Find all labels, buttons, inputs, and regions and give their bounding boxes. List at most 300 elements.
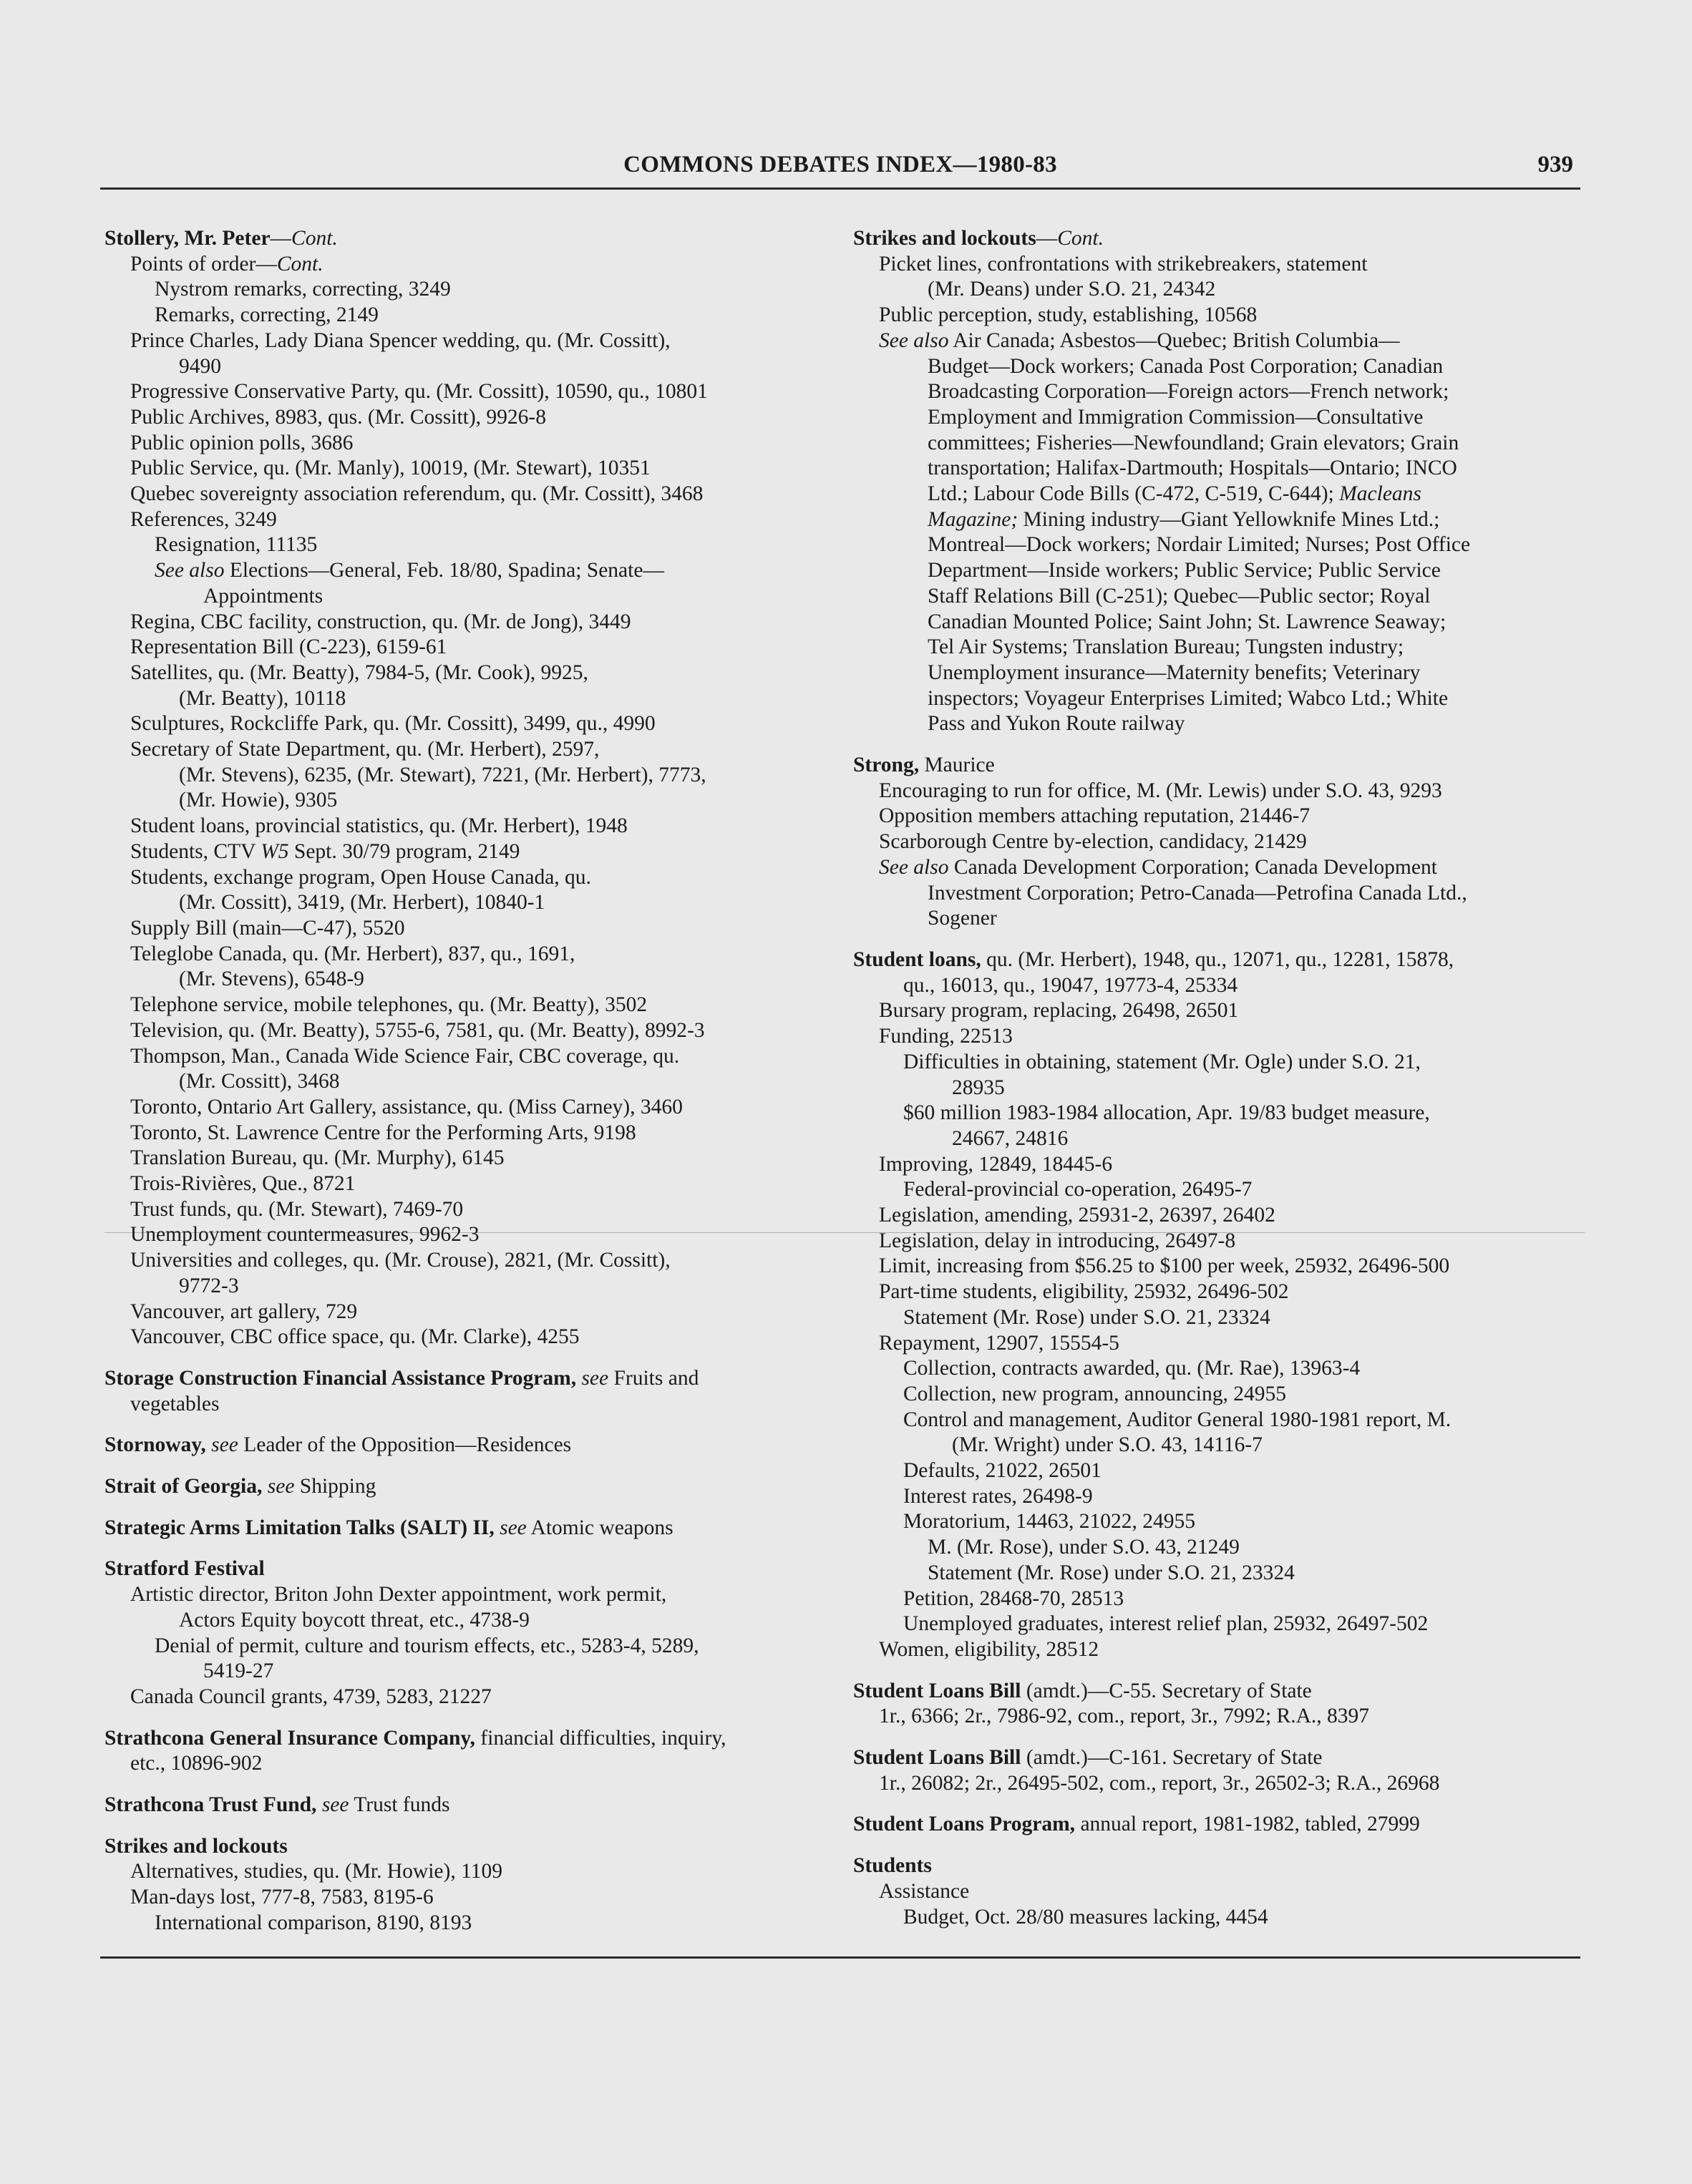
entry-text: (amdt.)—C-55. Secretary of State [1021, 1679, 1312, 1702]
entry-subentry-line [853, 635, 1583, 660]
entry-subentry-line [853, 855, 1583, 881]
entry-text: Legislation, delay in introducing, 26497-8 [879, 1229, 1236, 1252]
entry-text: Shipping [294, 1475, 376, 1498]
entry-text: Universities and colleges, qu. (Mr. Crouse), 2821, (Mr. Cossitt), [130, 1249, 671, 1272]
entry-subentry-line [853, 558, 1583, 584]
entry-subentry-line [853, 1203, 1583, 1229]
entry-subentry-line [104, 532, 827, 558]
entry-subentry-line [853, 1050, 1583, 1076]
entry-heading-line [104, 1433, 827, 1458]
index-entry [104, 1834, 827, 1936]
entry-subentry-line [853, 1771, 1583, 1797]
entry-subentry-line [104, 1095, 827, 1121]
entry-heading-line [853, 947, 1583, 973]
entry-subentry-line [104, 431, 827, 457]
entry-text: Assistance [879, 1879, 970, 1903]
entry-subentry-line [104, 1325, 827, 1350]
entry-subentry-line [104, 354, 827, 380]
entry-text: 28935 [952, 1076, 1005, 1099]
entry-subentry-line [104, 1018, 827, 1044]
entry-heading-line [853, 1679, 1583, 1705]
entry-subentry-line [104, 507, 827, 533]
entry-text: (Mr. Stevens), 6235, (Mr. Stewart), 7221, (Mr. Herbert), 7773, [179, 763, 706, 786]
entry-heading-line [104, 1366, 827, 1392]
entry-text: Public Service, qu. (Mr. Manly), 10019, (Mr. Stewart), 10351 [130, 457, 651, 480]
entry-text: Employment and Immigration Commission—Consultative [928, 405, 1424, 429]
entry-text: Trust funds [349, 1793, 450, 1817]
entry-subentry-line [853, 1509, 1583, 1535]
entry-text: Alternatives, studies, qu. (Mr. Howie), 1109 [130, 1860, 502, 1883]
entry-text: Public perception, study, establishing, 10568 [879, 303, 1258, 327]
entry-text: Budget—Dock workers; Canada Post Corporation; Canadian [928, 354, 1444, 378]
entry-subentry-line [104, 482, 827, 507]
entry-text: Staff Relations Bill (C-251); Quebec—Public sector; Royal [928, 584, 1431, 608]
entry-term: Students [853, 1854, 932, 1878]
entry-subentry-line [853, 584, 1583, 610]
entry-text: Canada Development Corporation; Canada Development [948, 855, 1437, 879]
entry-text [262, 1475, 267, 1498]
entry-text: Progressive Conservative Party, qu. (Mr. Cossitt), 10590, qu., 10801 [130, 380, 708, 404]
entry-subentry-line [104, 1197, 827, 1223]
entry-subentry-line [853, 1101, 1583, 1126]
entry-subentry-line [853, 482, 1583, 507]
entry-subentry-line [104, 1685, 827, 1710]
entry-text: Man-days lost, 777-8, 7583, 8195-6 [130, 1886, 434, 1909]
italic-text: Magazine; [928, 507, 1018, 531]
entry-text: Trois-Rivières, Que., 8721 [130, 1172, 356, 1196]
italic-text: Cont. [276, 252, 324, 276]
entry-text: (Mr. Beatty), 10118 [179, 686, 346, 710]
entry-subentry-line [104, 763, 827, 789]
entry-subentry-line [104, 456, 827, 482]
index-entry [853, 1853, 1583, 1930]
entry-text: financial difficulties, inquiry, [475, 1726, 726, 1750]
entry-heading-line [853, 1853, 1583, 1879]
entry-subentry-line [104, 303, 827, 328]
entry-text: Toronto, St. Lawrence Centre for the Performing Arts, 9198 [130, 1121, 636, 1144]
entry-text: Fruits and [608, 1366, 699, 1390]
entry-subentry-line [853, 1024, 1583, 1050]
entry-subentry-line [104, 584, 827, 610]
entry-subentry-line [853, 1535, 1583, 1561]
entry-subentry-line [853, 1331, 1583, 1357]
italic-text: see [500, 1516, 527, 1539]
entry-text: (amdt.)—C-161. Secretary of State [1021, 1746, 1323, 1770]
entry-text: Moratorium, 14463, 21022, 24955 [903, 1510, 1196, 1534]
entry-subentry-line [853, 431, 1583, 457]
entry-subentry-line [104, 1121, 827, 1146]
entry-text: Control and management, Auditor General 1980-1981 report, M. [903, 1408, 1452, 1431]
index-entry [104, 1433, 827, 1458]
entry-heading-line [853, 1812, 1583, 1838]
entry-text: (Mr. Cossitt), 3419, (Mr. Herbert), 10840-1 [179, 891, 545, 915]
entry-text: Student loans, provincial statistics, qu. (Mr. Herbert), 1948 [130, 814, 628, 838]
entry-subentry-line [104, 967, 827, 993]
entry-term: Student Loans Bill [853, 1746, 1021, 1770]
entry-subentry-line [853, 405, 1583, 431]
entry-text: Picket lines, confrontations with strikebreakers, statement [879, 252, 1368, 276]
entry-text: (Mr. Wright) under S.O. 43, 14116-7 [952, 1433, 1263, 1457]
entry-subentry-line [104, 1859, 827, 1885]
entry-subentry-line [104, 1751, 827, 1777]
entry-subentry-line [104, 1044, 827, 1070]
entry-text: Budget, Oct. 28/80 measures lacking, 4454 [903, 1905, 1268, 1929]
entry-text: transportation; Halifax-Dartmouth; Hospitals—Ontario; INCO [928, 457, 1457, 480]
entry-text: (Mr. Stevens), 6548-9 [179, 967, 364, 991]
entry-subentry-line [853, 1382, 1583, 1408]
entry-text: Opposition members attaching reputation, 21446-7 [879, 804, 1311, 828]
entry-text: Defaults, 21022, 26501 [903, 1459, 1102, 1483]
entry-subentry-line [853, 711, 1583, 737]
entry-heading-line [104, 1834, 827, 1860]
entry-text: committees; Fisheries—Newfoundland; Grain elevators; Grain [928, 431, 1459, 454]
entry-subentry-line [853, 1126, 1583, 1152]
index-entry [104, 1366, 827, 1417]
entry-text: Trust funds, qu. (Mr. Stewart), 7469-70 [130, 1197, 464, 1221]
entry-text: Leader of the Opposition—Residences [238, 1433, 572, 1457]
page-number: 939 [1537, 152, 1573, 177]
entry-subentry-line [104, 814, 827, 839]
entry-term: Stornoway, [104, 1433, 206, 1457]
italic-text: See also [879, 855, 949, 879]
entry-subentry-line [104, 916, 827, 942]
italic-text: See also [879, 328, 949, 352]
entry-text: Television, qu. (Mr. Beatty), 5755-6, 7581, qu. (Mr. Beatty), 8992-3 [130, 1018, 705, 1042]
entry-subentry-line [104, 1248, 827, 1274]
entry-subentry-line [104, 635, 827, 660]
footer-rule [100, 1956, 1580, 1959]
entry-text: Vancouver, CBC office space, qu. (Mr. Clarke), 4255 [130, 1325, 580, 1349]
entry-heading-line [104, 1726, 827, 1752]
entry-heading-line [104, 1474, 827, 1500]
entry-text: Montreal—Dock workers; Nordair Limited; Nurses; Post Office [928, 533, 1471, 557]
entry-subentry-line [853, 354, 1583, 380]
entry-subentry-line [104, 558, 827, 584]
entry-text: Department—Inside workers; Public Service; Public Service [928, 559, 1441, 582]
entry-text: 5419-27 [203, 1659, 274, 1683]
entry-term: Strait of Georgia, [104, 1475, 263, 1498]
entry-text: Statement (Mr. Rose) under S.O. 21, 23324 [903, 1305, 1270, 1329]
italic-text: see [581, 1366, 609, 1390]
entry-text: International comparison, 8190, 8193 [155, 1911, 472, 1934]
entry-heading-line [853, 753, 1583, 779]
entry-subentry-line [853, 906, 1583, 932]
entry-text: Encouraging to run for office, M. (Mr. Lewis) under S.O. 43, 9293 [879, 779, 1442, 802]
entry-text: Supply Bill (main—C-47), 5520 [130, 916, 405, 940]
entry-text: Public opinion polls, 3686 [130, 431, 354, 454]
entry-heading-line [104, 226, 827, 252]
entry-text: Elections—General, Feb. 18/80, Spadina; Senate— [224, 559, 664, 582]
entry-subentry-line [104, 1885, 827, 1911]
entry-text: Canada Council grants, 4739, 5283, 21227 [130, 1685, 492, 1708]
entry-text: Bursary program, replacing, 26498, 26501 [879, 999, 1239, 1023]
entry-subentry-line [853, 1279, 1583, 1305]
entry-text: Funding, 22513 [879, 1025, 1013, 1048]
entry-subentry-line [853, 1152, 1583, 1178]
entry-term: Strathcona General Insurance Company, [104, 1726, 475, 1750]
entry-subentry-line [853, 779, 1583, 804]
entry-text: Sogener [928, 907, 997, 930]
entry-text: M. (Mr. Rose), under S.O. 43, 21249 [928, 1536, 1240, 1559]
entry-subentry-line [104, 942, 827, 967]
entry-subentry-line [853, 507, 1583, 533]
entry-text: Scarborough Centre by-election, candidacy, 21429 [879, 830, 1307, 854]
entry-subentry-line [104, 405, 827, 431]
italic-text: Macleans [1339, 482, 1421, 506]
entry-subentry-line [104, 277, 827, 303]
entry-text: Thompson, Man., Canada Wide Science Fair, CBC coverage, qu. [130, 1044, 680, 1068]
entry-term: Stollery, Mr. Peter [104, 227, 271, 250]
entry-subentry-line [853, 532, 1583, 558]
entry-text: (Mr. Cossitt), 3468 [179, 1070, 340, 1093]
entry-subentry-line [104, 1392, 827, 1418]
entry-text: Telephone service, mobile telephones, qu. (Mr. Beatty), 3502 [130, 993, 648, 1017]
entry-subentry-line [853, 1433, 1583, 1458]
entry-text: Artistic director, Briton John Dexter appointment, work permit, [130, 1583, 667, 1607]
entry-text: $60 million 1983-1984 allocation, Apr. 19/83 budget measure, [903, 1101, 1430, 1125]
entry-term: Strategic Arms Limitation Talks (SALT) II, [104, 1516, 495, 1539]
entry-text: etc., 10896-902 [130, 1752, 263, 1775]
entry-text: Legislation, amending, 25931-2, 26397, 26402 [879, 1204, 1275, 1227]
entry-text: Nystrom remarks, correcting, 3249 [155, 278, 451, 301]
entry-text: Students, CTV [130, 839, 261, 863]
entry-subentry-line [104, 839, 827, 865]
entry-subentry-line [853, 1704, 1583, 1730]
entry-text: Collection, new program, announcing, 24955 [903, 1382, 1286, 1405]
italic-text: W5 [261, 839, 289, 863]
italic-text: See also [155, 559, 225, 582]
entry-text: Repayment, 12907, 15554-5 [879, 1331, 1119, 1355]
entry-subentry-line [853, 1356, 1583, 1382]
index-entry [104, 1474, 827, 1500]
entry-text: Canadian Mounted Police; Saint John; St. Lawrence Seaway; [928, 610, 1447, 633]
index-entry [853, 753, 1583, 932]
index-entry [853, 947, 1583, 1663]
entry-text: 1r., 26082; 2r., 26495-502, com., report, 3r., 26502-3; R.A., 26968 [879, 1771, 1440, 1795]
entry-subentry-line [853, 1637, 1583, 1663]
entry-subentry-line [104, 737, 827, 763]
entry-subentry-line [853, 998, 1583, 1024]
entry-text: Sept. 30/79 program, 2149 [288, 839, 520, 863]
entry-text: Appointments [203, 584, 324, 608]
entry-term: Strathcona Trust Fund, [104, 1793, 317, 1817]
entry-text: Broadcasting Corporation—Foreign actors—French network; [928, 380, 1449, 404]
italic-text: see [211, 1433, 238, 1457]
running-title: COMMONS DEBATES INDEX—1980-83 [623, 152, 1057, 177]
entry-subentry-line [853, 829, 1583, 855]
entry-heading-line [853, 226, 1583, 252]
entry-text: Actors Equity boycott threat, etc., 4738-9 [179, 1608, 530, 1632]
entry-text: Teleglobe Canada, qu. (Mr. Herbert), 837, qu., 1691, [130, 942, 575, 965]
index-entry [104, 226, 827, 1350]
entry-subentry-line [104, 1146, 827, 1171]
entry-subentry-line [853, 1484, 1583, 1510]
entry-subentry-line [853, 1458, 1583, 1484]
entry-term: Student Loans Program, [853, 1813, 1076, 1836]
entry-text: 24667, 24816 [952, 1126, 1069, 1150]
entry-term: Student loans, [853, 947, 981, 971]
entry-subentry-line [104, 1608, 827, 1634]
entry-text: Sculptures, Rockcliffe Park, qu. (Mr. Cossitt), 3499, qu., 4990 [130, 712, 656, 736]
entry-subentry-line [104, 1582, 827, 1608]
entry-subentry-line [104, 1171, 827, 1197]
entry-heading-line [104, 1516, 827, 1541]
entry-text: Satellites, qu. (Mr. Beatty), 7984-5, (Mr. Cook), 9925, [130, 660, 588, 684]
entry-heading-line [104, 1556, 827, 1582]
entry-subentry-line [104, 788, 827, 814]
index-entry [104, 1793, 827, 1818]
entry-subentry-line [104, 1300, 827, 1325]
entry-text: Denial of permit, culture and tourism effects, etc., 5283-4, 5289, [155, 1634, 699, 1657]
entry-text: 9490 [179, 354, 221, 378]
entry-text: Improving, 12849, 18445-6 [879, 1152, 1113, 1176]
entry-subentry-line [853, 1408, 1583, 1433]
entry-text: Atomic weapons [526, 1516, 674, 1539]
entry-term: Strong, [853, 754, 920, 777]
entry-text: — [270, 227, 292, 250]
entry-subentry-line [853, 1254, 1583, 1279]
entry-text: vegetables [130, 1392, 220, 1415]
entry-text: qu., 16013, qu., 19047, 19773-4, 25334 [903, 973, 1238, 997]
entry-text: Maurice [919, 754, 995, 777]
entry-text: Remarks, correcting, 2149 [155, 303, 379, 327]
index-entry [104, 1556, 827, 1710]
entry-subentry-line [104, 328, 827, 354]
entry-subentry-line [104, 711, 827, 737]
entry-subentry-line [853, 1561, 1583, 1586]
entry-text: — [1036, 227, 1058, 250]
entry-subentry-line [853, 881, 1583, 907]
entry-text: 1r., 6366; 2r., 7986-92, com., report, 3r., 7992; R.A., 8397 [879, 1705, 1370, 1728]
entry-text: Public Archives, 8983, qus. (Mr. Cossitt), 9926-8 [130, 405, 546, 429]
entry-text: Vancouver, art gallery, 729 [130, 1300, 358, 1323]
entry-text: inspectors; Voyageur Enterprises Limited; Wabco Ltd.; White [928, 686, 1449, 710]
entry-text: Unemployment countermeasures, 9962-3 [130, 1223, 480, 1247]
entry-subentry-line [104, 686, 827, 712]
entry-subentry-line [853, 1612, 1583, 1637]
entry-text: Students, exchange program, Open House Canada, qu. [130, 865, 591, 889]
entry-text: Limit, increasing from $56.25 to $100 per week, 25932, 26496-500 [879, 1254, 1450, 1278]
entry-subentry-line [104, 610, 827, 635]
entry-text: Investment Corporation; Petro-Canada—Petrofina Canada Ltd., [928, 881, 1467, 905]
entry-subentry-line [853, 1905, 1583, 1931]
entry-subentry-line [853, 1305, 1583, 1331]
entry-subentry-line [853, 456, 1583, 482]
entry-text: Translation Bureau, qu. (Mr. Murphy), 6145 [130, 1146, 505, 1170]
entry-text: 9772-3 [179, 1274, 239, 1297]
entry-text: Mining industry—Giant Yellowknife Mines Ltd.; [1018, 507, 1440, 531]
entry-text: Federal-provincial co-operation, 26495-7 [903, 1178, 1253, 1201]
entry-text: Collection, contracts awarded, qu. (Mr. Rae), 13963-4 [903, 1357, 1361, 1380]
entry-text: Points of order— [130, 252, 277, 276]
entry-text: Tel Air Systems; Translation Bureau; Tungsten industry; [928, 635, 1404, 659]
entry-subentry-line [104, 252, 827, 278]
entry-text [316, 1793, 321, 1816]
index-column-right [853, 226, 1583, 1946]
entry-text: Prince Charles, Lady Diana Spencer wedding, qu. (Mr. Cossitt), [130, 328, 671, 352]
entry-subentry-line [853, 973, 1583, 999]
entry-term: Strikes and lockouts [104, 1834, 288, 1858]
entry-subentry-line [853, 660, 1583, 686]
entry-text: Toronto, Ontario Art Gallery, assistance, qu. (Miss Carney), 3460 [130, 1095, 683, 1118]
index-entry [853, 1745, 1583, 1796]
entry-subentry-line [104, 1659, 827, 1685]
index-entry [853, 1812, 1583, 1838]
entry-subentry-line [104, 1222, 827, 1248]
entry-subentry-line [104, 993, 827, 1018]
entry-text: Petition, 28468-70, 28513 [903, 1586, 1124, 1610]
entry-subentry-line [853, 804, 1583, 829]
index-entry [104, 1726, 827, 1777]
entry-subentry-line [104, 379, 827, 405]
entry-text: qu. (Mr. Herbert), 1948, qu., 12071, qu., 12281, 15878, [981, 947, 1454, 971]
entry-subentry-line [104, 1911, 827, 1936]
entry-subentry-line [853, 328, 1583, 354]
entry-subentry-line [104, 1634, 827, 1659]
entry-term: Storage Construction Financial Assistance Program, [104, 1366, 577, 1390]
entry-subentry-line [853, 303, 1583, 328]
entry-text: (Mr. Howie), 9305 [179, 789, 338, 812]
entry-text: References, 3249 [130, 507, 277, 531]
entry-text: Unemployed graduates, interest relief plan, 25932, 26497-502 [903, 1612, 1429, 1636]
entry-text: Secretary of State Department, qu. (Mr. Herbert), 2597, [130, 738, 600, 761]
entry-term: Strikes and lockouts [853, 227, 1036, 250]
entry-subentry-line [104, 890, 827, 916]
entry-text: Unemployment insurance—Maternity benefits; Veterinary [928, 660, 1421, 684]
entry-text: (Mr. Deans) under S.O. 21, 24342 [928, 278, 1216, 301]
entry-text: Ltd.; Labour Code Bills (C-472, C-519, C-644); [928, 482, 1340, 506]
entry-subentry-line [104, 865, 827, 891]
entry-subentry-line [104, 1069, 827, 1095]
italic-text: Cont. [291, 227, 338, 250]
entry-text: Statement (Mr. Rose) under S.O. 21, 23324 [928, 1561, 1295, 1584]
entry-text: Part-time students, eligibility, 25932, 26496-502 [879, 1280, 1289, 1304]
entry-subentry-line [104, 660, 827, 686]
entry-subentry-line [853, 686, 1583, 712]
entry-subentry-line [853, 1177, 1583, 1203]
entry-text: Quebec sovereignty association referendum, qu. (Mr. Cossitt), 3468 [130, 482, 704, 506]
entry-subentry-line [104, 1274, 827, 1300]
entry-text: Resignation, 11135 [155, 533, 318, 557]
entry-subentry-line [853, 1076, 1583, 1101]
entry-subentry-line [853, 252, 1583, 278]
entry-subentry-line [853, 1879, 1583, 1905]
entry-text: Representation Bill (C-223), 6159-61 [130, 635, 447, 659]
italic-text: see [267, 1475, 295, 1498]
index-entry [853, 226, 1583, 737]
entry-text: Air Canada; Asbestos—Quebec; British Columbia— [948, 328, 1400, 352]
entry-heading-line [104, 1793, 827, 1818]
entry-subentry-line [853, 610, 1583, 635]
entry-text: Interest rates, 26498-9 [903, 1484, 1093, 1508]
entry-text: Women, eligibility, 28512 [879, 1637, 1099, 1661]
index-entry [853, 1679, 1583, 1730]
index-entry [104, 1516, 827, 1541]
italic-text: Cont. [1057, 227, 1104, 250]
italic-text: see [321, 1793, 349, 1817]
entry-text: Difficulties in obtaining, statement (Mr. Ogle) under S.O. 21, [903, 1050, 1421, 1073]
entry-term: Stratford Festival [104, 1557, 265, 1581]
entry-heading-line [853, 1745, 1583, 1771]
entry-text: Pass and Yukon Route railway [928, 712, 1185, 736]
entry-text: Regina, CBC facility, construction, qu. (Mr. de Jong), 3449 [130, 610, 631, 633]
entry-text: annual report, 1981-1982, tabled, 27999 [1075, 1813, 1420, 1836]
page-header [100, 152, 1580, 190]
entry-subentry-line [853, 1229, 1583, 1254]
index-column-left [104, 226, 827, 1952]
entry-subentry-line [853, 277, 1583, 303]
entry-subentry-line [853, 1586, 1583, 1612]
